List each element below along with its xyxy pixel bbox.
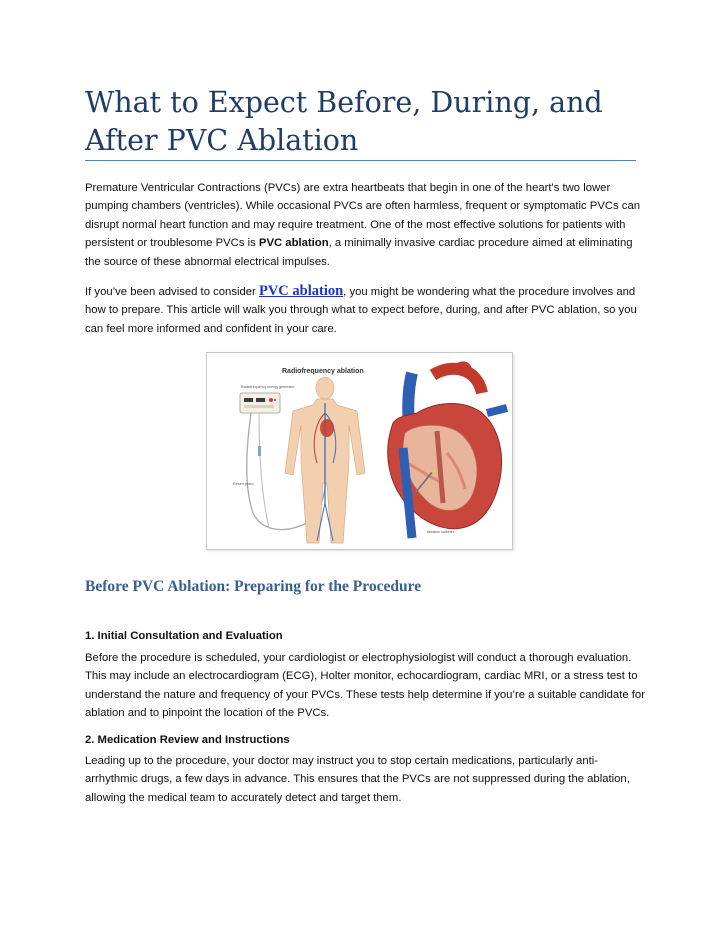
bold-term: PVC ablation [258,237,329,250]
intro-text: , a minimally invasive cardiac procedure aimed at eliminating the source of these abnormal electrical impulses. [85,237,633,268]
page-title: What to Expect Before, During, and After PVC Ablation [85,86,603,157]
intro-text: , you might be wondering what the procedure involves and how to prepare. This article will walk you through what to expect before, during, and after PVC ablation, so you can feel more informed and confident in your care. [85,286,637,335]
consultation-paragraph: Before the procedure is scheduled, your cardiologist or electrophysiologist will conduct a thorough evaluation. This may include an electrocardiogram (ECG), Holter monitor, echocardiogram, cardiac MRI, or a stress test to understand the nature and frequency of your PVCs. These tests help determine if you’re a suitable candidate for ablation and to pinpoint the location of the PVCs. [85,652,645,720]
intro-text: If you’ve been advised to consider [85,286,259,298]
figure-label-catheter: Ablation catheter [427,530,454,534]
cable-connector-icon [258,446,261,456]
subheading-medication: 2. Medication Review and Instructions [85,734,290,746]
radiofrequency-ablation-illustration [206,352,513,550]
pvc-ablation-link[interactable]: PVC ablation [258,283,344,299]
section-heading-before: Before PVC Ablation: Preparing for the Procedure [85,578,422,595]
energy-generator-icon [240,393,280,413]
figure-title: Radiofrequency ablation [282,368,364,375]
subheading-consultation: 1. Initial Consultation and Evaluation [85,630,283,642]
ablation-diagram [207,353,512,549]
figure-label-return: Return patch [233,482,254,486]
figure-label-generator: Radiofrequency energy generator [241,385,295,389]
title-divider [85,160,636,161]
medication-paragraph: Leading up to the procedure, your doctor may instruct you to stop certain medications, particularly anti-arrhythmic drugs, a few days in advance. This ensures that the PVCs are not suppressed during the ablation, allowing the medical team to accurately detect and target them. [85,755,630,804]
intro-paragraph-1 [85,179,645,271]
intro-text: Premature Ventricular Contractions (PVCs) are extra heartbeats that begin in one of the heart's two lower pumping chambers (ventricles). While occasional PVCs are often harmless, frequent or symptomatic PVCs can disrupt normal heart function and may require treatment. One of the most effective solutions for patients with persistent or troublesome PVCs is [85,182,641,250]
intro-paragraph-2 [85,282,645,338]
